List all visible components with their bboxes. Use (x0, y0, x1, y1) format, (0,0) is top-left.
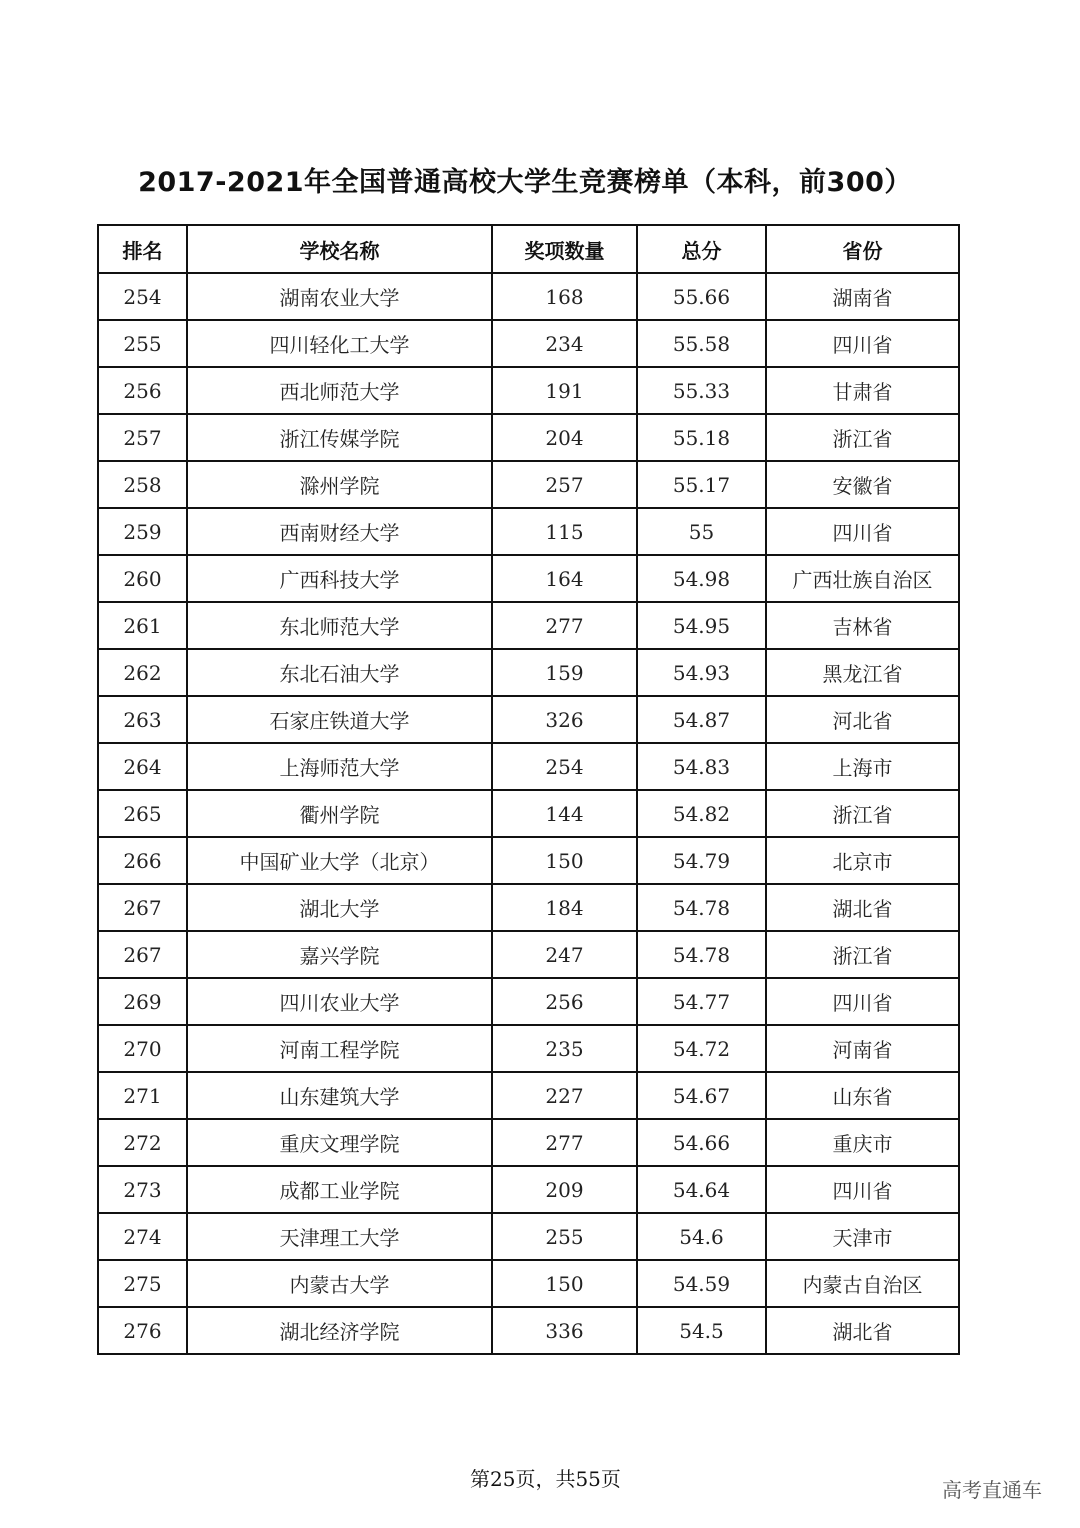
cell-score: 55.66 (637, 273, 766, 320)
table-row (98, 1025, 959, 1072)
cell-rank: 258 (98, 461, 187, 508)
watermark: 高考直通车 (942, 1478, 1042, 1502)
table-row (98, 1307, 959, 1354)
cell-rank: 266 (98, 837, 187, 884)
cell-school: 浙江传媒学院 (187, 414, 492, 461)
cell-province: 黑龙江省 (766, 649, 959, 696)
cell-awards: 277 (492, 1119, 637, 1166)
table-row (98, 1213, 959, 1260)
cell-awards: 277 (492, 602, 637, 649)
cell-awards: 150 (492, 837, 637, 884)
cell-awards: 209 (492, 1166, 637, 1213)
cell-province: 上海市 (766, 743, 959, 790)
cell-score: 54.93 (637, 649, 766, 696)
cell-score: 55 (637, 508, 766, 555)
cell-rank: 265 (98, 790, 187, 837)
cell-awards: 115 (492, 508, 637, 555)
cell-rank: 256 (98, 367, 187, 414)
cell-awards: 256 (492, 978, 637, 1025)
header-school: 学校名称 (187, 225, 492, 273)
table-row (98, 1260, 959, 1307)
cell-school: 四川轻化工大学 (187, 320, 492, 367)
cell-score: 54.95 (637, 602, 766, 649)
table-row (98, 1119, 959, 1166)
cell-school: 山东建筑大学 (187, 1072, 492, 1119)
cell-school: 天津理工大学 (187, 1213, 492, 1260)
cell-province: 内蒙古自治区 (766, 1260, 959, 1307)
table-row (98, 743, 959, 790)
table-row (98, 884, 959, 931)
cell-school: 西北师范大学 (187, 367, 492, 414)
header-awards: 奖项数量 (492, 225, 637, 273)
cell-score: 55.33 (637, 367, 766, 414)
cell-score: 54.59 (637, 1260, 766, 1307)
cell-school: 重庆文理学院 (187, 1119, 492, 1166)
cell-province: 四川省 (766, 320, 959, 367)
table-row (98, 696, 959, 743)
cell-province: 湖南省 (766, 273, 959, 320)
cell-school: 衢州学院 (187, 790, 492, 837)
cell-score: 55.18 (637, 414, 766, 461)
table-row (98, 1072, 959, 1119)
cell-school: 上海师范大学 (187, 743, 492, 790)
cell-score: 54.98 (637, 555, 766, 602)
cell-province: 四川省 (766, 508, 959, 555)
cell-rank: 269 (98, 978, 187, 1025)
table-row (98, 320, 959, 367)
table-row (98, 367, 959, 414)
table-row (98, 555, 959, 602)
cell-school: 西南财经大学 (187, 508, 492, 555)
cell-rank: 262 (98, 649, 187, 696)
cell-awards: 191 (492, 367, 637, 414)
cell-rank: 267 (98, 884, 187, 931)
page-title: 2017-2021年全国普通高校大学生竞赛榜单（本科，前300） (138, 167, 912, 198)
cell-province: 浙江省 (766, 414, 959, 461)
ranking-table (97, 224, 960, 1355)
cell-province: 湖北省 (766, 884, 959, 931)
cell-rank: 259 (98, 508, 187, 555)
table-row (98, 461, 959, 508)
cell-school: 河南工程学院 (187, 1025, 492, 1072)
table-header-row (98, 225, 959, 273)
cell-score: 55.17 (637, 461, 766, 508)
cell-rank: 274 (98, 1213, 187, 1260)
cell-school: 湖北经济学院 (187, 1307, 492, 1354)
cell-province: 安徽省 (766, 461, 959, 508)
cell-score: 54.6 (637, 1213, 766, 1260)
cell-rank: 254 (98, 273, 187, 320)
cell-school: 广西科技大学 (187, 555, 492, 602)
cell-score: 54.78 (637, 931, 766, 978)
cell-province: 四川省 (766, 1166, 959, 1213)
cell-score: 54.5 (637, 1307, 766, 1354)
table-row (98, 978, 959, 1025)
cell-score: 54.67 (637, 1072, 766, 1119)
cell-score: 54.87 (637, 696, 766, 743)
table-row (98, 414, 959, 461)
cell-rank: 275 (98, 1260, 187, 1307)
cell-rank: 263 (98, 696, 187, 743)
cell-school: 东北石油大学 (187, 649, 492, 696)
cell-score: 54.66 (637, 1119, 766, 1166)
header-province: 省份 (766, 225, 959, 273)
cell-rank: 261 (98, 602, 187, 649)
cell-school: 湖北大学 (187, 884, 492, 931)
cell-province: 天津市 (766, 1213, 959, 1260)
cell-awards: 159 (492, 649, 637, 696)
cell-province: 浙江省 (766, 931, 959, 978)
cell-awards: 257 (492, 461, 637, 508)
cell-province: 广西壮族自治区 (766, 555, 959, 602)
cell-awards: 204 (492, 414, 637, 461)
cell-score: 54.64 (637, 1166, 766, 1213)
cell-awards: 150 (492, 1260, 637, 1307)
cell-school: 四川农业大学 (187, 978, 492, 1025)
cell-province: 四川省 (766, 978, 959, 1025)
cell-rank: 276 (98, 1307, 187, 1354)
cell-score: 54.79 (637, 837, 766, 884)
cell-awards: 336 (492, 1307, 637, 1354)
cell-rank: 271 (98, 1072, 187, 1119)
cell-awards: 326 (492, 696, 637, 743)
table-row (98, 508, 959, 555)
cell-score: 54.78 (637, 884, 766, 931)
cell-province: 河北省 (766, 696, 959, 743)
page-number: 第25页，共55页 (470, 1467, 621, 1491)
cell-school: 嘉兴学院 (187, 931, 492, 978)
cell-awards: 235 (492, 1025, 637, 1072)
cell-province: 浙江省 (766, 790, 959, 837)
cell-province: 山东省 (766, 1072, 959, 1119)
cell-school: 中国矿业大学（北京） (187, 837, 492, 884)
cell-rank: 270 (98, 1025, 187, 1072)
cell-awards: 144 (492, 790, 637, 837)
cell-school: 内蒙古大学 (187, 1260, 492, 1307)
cell-score: 54.82 (637, 790, 766, 837)
cell-awards: 254 (492, 743, 637, 790)
header-rank: 排名 (98, 225, 187, 273)
header-score: 总分 (637, 225, 766, 273)
cell-school: 湖南农业大学 (187, 273, 492, 320)
table-row (98, 837, 959, 884)
cell-score: 54.83 (637, 743, 766, 790)
cell-awards: 184 (492, 884, 637, 931)
cell-score: 54.77 (637, 978, 766, 1025)
cell-school: 滁州学院 (187, 461, 492, 508)
cell-province: 北京市 (766, 837, 959, 884)
cell-awards: 168 (492, 273, 637, 320)
cell-score: 55.58 (637, 320, 766, 367)
cell-rank: 255 (98, 320, 187, 367)
table-row (98, 931, 959, 978)
cell-school: 成都工业学院 (187, 1166, 492, 1213)
cell-awards: 247 (492, 931, 637, 978)
cell-school: 东北师范大学 (187, 602, 492, 649)
cell-rank: 260 (98, 555, 187, 602)
cell-rank: 257 (98, 414, 187, 461)
cell-awards: 227 (492, 1072, 637, 1119)
cell-rank: 264 (98, 743, 187, 790)
cell-province: 吉林省 (766, 602, 959, 649)
table-row (98, 649, 959, 696)
cell-rank: 272 (98, 1119, 187, 1166)
cell-rank: 267 (98, 931, 187, 978)
cell-province: 河南省 (766, 1025, 959, 1072)
table-row (98, 273, 959, 320)
cell-province: 湖北省 (766, 1307, 959, 1354)
table-row (98, 1166, 959, 1213)
cell-school: 石家庄铁道大学 (187, 696, 492, 743)
table-row (98, 602, 959, 649)
cell-province: 重庆市 (766, 1119, 959, 1166)
table-row (98, 790, 959, 837)
cell-awards: 234 (492, 320, 637, 367)
cell-awards: 255 (492, 1213, 637, 1260)
cell-province: 甘肃省 (766, 367, 959, 414)
cell-score: 54.72 (637, 1025, 766, 1072)
cell-rank: 273 (98, 1166, 187, 1213)
cell-awards: 164 (492, 555, 637, 602)
